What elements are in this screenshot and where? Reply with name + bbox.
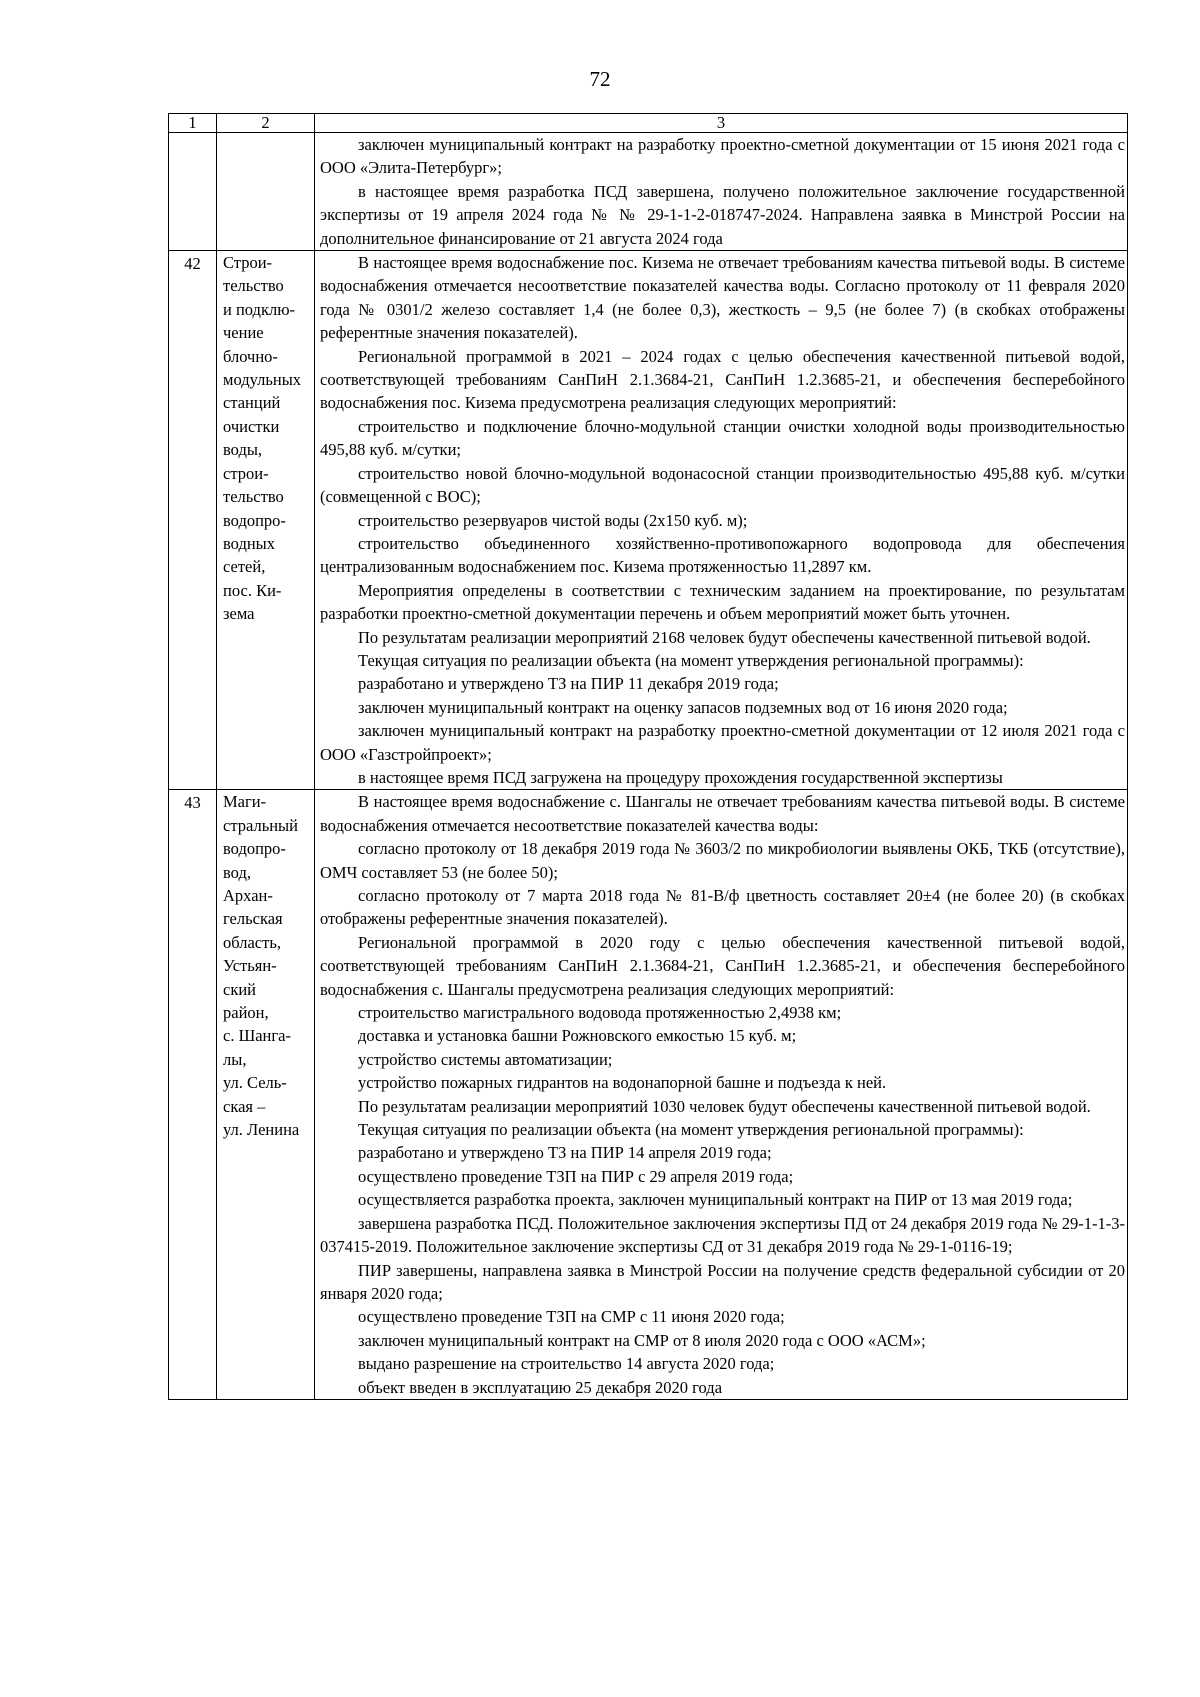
description-cell — [315, 251, 1128, 790]
object-name-line: лы, — [223, 1049, 247, 1069]
description-paragraph: В настоящее время водоснабжение пос. Кизема не отвечает требованиям качества питьевой воды. В системе водоснабжения отмечается несоответствие показателей качества воды. Согласно протоколу от 11 февраля 2020 года № 0301/2 железо составляет 1,4 (не более 0,3), жесткость – 9,5 (не более 7) (в скобках отображены референтные значения показателей). — [320, 253, 1125, 343]
description-paragraph: осуществлено проведение ТЗП на ПИР с 29 апреля 2019 года; — [358, 1166, 794, 1186]
description-paragraph: осуществляется разработка проекта, заключен муниципальный контракт на ПИР от 13 мая 2019 года; — [358, 1190, 1073, 1210]
object-name-line: Маги- — [223, 792, 267, 812]
description-paragraph: Мероприятия определены в соответствии с техническим заданием на проектирование, по результатам разработки проектно-сметной документации перечень и объем мероприятий может быть уточнен. — [320, 580, 1125, 624]
description-paragraph: в настоящее время разработка ПСД завершена, получено положительное заключение государственной экспертизы от 19 апреля 2024 года № № 29-1-1-2-018747-2024. Направлена заявка в Минстрой России на дополнительное финансирование от 21 августа 2024 года — [320, 181, 1125, 248]
description-paragraph: заключен муниципальный контракт на СМР от 8 июля 2020 года с ООО «АСМ»; — [358, 1330, 926, 1350]
object-name-line: с. Шанга- — [223, 1026, 291, 1046]
description-paragraph: заключен муниципальный контракт на оценку запасов подземных вод от 16 июня 2020 года; — [358, 697, 1008, 717]
description-paragraph: По результатам реализации мероприятий 1030 человек будут обеспечены качественной питьевой водой. — [358, 1096, 1091, 1116]
object-name-line: район, — [223, 1003, 269, 1023]
description-paragraph: осуществлено проведение ТЗП на СМР с 11 июня 2020 года; — [358, 1307, 785, 1327]
object-name-line: ул. Сель- — [223, 1073, 287, 1093]
object-name-line: и подклю- — [223, 299, 296, 319]
description-paragraph: строительство новой блочно-модульной водонасосной станции производительностью 495,88 куб. м/сутки (совмещенной с ВОС); — [320, 463, 1125, 507]
description-paragraph: В настоящее время водоснабжение с. Шангалы не отвечает требованиям качества питьевой воды. В системе водоснабжения отмечается несоответствие показателей качества воды: — [320, 792, 1125, 835]
description-paragraph: в настоящее время ПСД загружена на процедуру прохождения государственной экспертизы — [358, 767, 1003, 787]
description-paragraph: строительство объединенного хозяйственно-противопожарного водопровода для обеспечения централизованным водоснабжением пос. Кизема протяженностью 11,2897 км. — [320, 533, 1125, 577]
object-name-line: вод, — [223, 862, 251, 882]
description-paragraph: Текущая ситуация по реализации объекта (на момент утверждения региональной программы): — [358, 1120, 1024, 1140]
description-paragraph: заключен муниципальный контракт на разработку проектно-сметной документации от 12 июля 2021 года с ООО «Газстройпроект»; — [320, 721, 1125, 764]
description-paragraph: завершена разработка ПСД. Положительное заключения экспертизы ПД от 24 декабря 2019 года № 29-1-1-3-037415-2019. Положительное заключение экспертизы СД от 31 декабря 2019 года № 29-1-0116-19; — [320, 1213, 1125, 1257]
object-name-line: гельская — [223, 909, 283, 929]
description-paragraph: По результатам реализации мероприятий 2168 человек будут обеспечены качественной питьевой водой. — [358, 627, 1091, 647]
object-name-line: воды, — [223, 440, 263, 460]
object-name-line: зема — [223, 604, 255, 624]
object-name-line: сетей, — [223, 557, 266, 577]
description-paragraph: устройство пожарных гидрантов на водонапорной башне и подъезда к ней. — [358, 1073, 887, 1093]
description-paragraph: Региональной программой в 2020 году с целью обеспечения качественной питьевой водой, соответствующей требованиям СанПиН 2.1.3684-21, СанПиН 1.2.3685-21, и обеспечения бесперебойного водоснабжения с. Шангалы предусмотрена реализация следующих мероприятий: — [320, 932, 1125, 999]
object-name-line: станций — [223, 393, 281, 413]
object-name-line: водопро- — [223, 510, 286, 530]
object-name-line: тельство — [223, 276, 284, 296]
object-name-line: ский — [223, 979, 256, 999]
object-name-line: чение — [223, 323, 264, 343]
row-number: 42 — [169, 251, 217, 790]
row-number — [169, 133, 217, 251]
header-col-2: 2 — [217, 114, 315, 133]
object-name-line: модульных — [223, 370, 302, 390]
table-row — [169, 790, 1128, 1400]
object-name-line: Архан- — [223, 886, 273, 905]
object-name-line: тельство — [223, 487, 284, 507]
description-paragraph: строительство резервуаров чистой воды (2х150 куб. м); — [358, 510, 748, 530]
object-name-line: область, — [223, 932, 281, 952]
table-row — [169, 251, 1128, 790]
description-cell — [315, 133, 1128, 251]
object-name-line: стральный — [223, 815, 298, 835]
page-number: 72 — [589, 67, 611, 91]
description-paragraph: выдано разрешение на строительство 14 августа 2020 года; — [358, 1354, 775, 1374]
description-paragraph: согласно протоколу от 7 марта 2018 года № 81-В/ф цветность составляет 20±4 (не более 20) (в скобках отображены референтные значения показателей). — [320, 886, 1125, 929]
description-paragraph: Текущая ситуация по реализации объекта (на момент утверждения региональной программы): — [358, 650, 1024, 670]
object-name-line: строи- — [223, 463, 269, 483]
object-name-line: ул. Ленина — [223, 1120, 300, 1140]
object-name-line: водопро- — [223, 839, 286, 859]
description-paragraph: устройство системы автоматизации; — [358, 1049, 613, 1069]
table-header-row — [169, 114, 1128, 133]
object-name-line: водных — [223, 533, 276, 553]
object-name-line: очистки — [223, 416, 280, 436]
row-number: 43 — [169, 790, 217, 1400]
table-row — [169, 133, 1128, 251]
description-paragraph: ПИР завершены, направлена заявка в Минстрой России на получение средств федеральной субсидии от 20 января 2020 года; — [320, 1260, 1125, 1303]
object-name-line: Устьян- — [223, 956, 277, 976]
description-paragraph: доставка и установка башни Рожновского емкостью 15 куб. м; — [358, 1026, 797, 1046]
object-name-line: блочно- — [223, 346, 278, 366]
description-paragraph: заключен муниципальный контракт на разработку проектно-сметной документации от 15 июня 2021 года с ООО «Элита-Петербург»; — [320, 135, 1125, 178]
description-paragraph: разработано и утверждено ТЗ на ПИР 14 апреля 2019 года; — [358, 1143, 772, 1163]
description-paragraph: строительство и подключение блочно-модульной станции очистки холодной воды производительностью 495,88 куб. м/сутки; — [320, 416, 1125, 460]
header-col-1: 1 — [169, 114, 217, 133]
description-paragraph: согласно протоколу от 18 декабря 2019 года № 3603/2 по микробиологии выявлены ОКБ, ТКБ (отсутствие), ОМЧ составляет 53 (не более 50); — [320, 839, 1125, 882]
description-cell — [315, 790, 1128, 1400]
object-name-line: ская – — [223, 1096, 266, 1116]
description-paragraph: объект введен в эксплуатацию 25 декабря 2020 года — [358, 1377, 723, 1397]
description-paragraph: разработано и утверждено ТЗ на ПИР 11 декабря 2019 года; — [358, 674, 779, 694]
data-table — [168, 113, 1128, 1400]
header-col-3: 3 — [315, 114, 1128, 133]
object-name-line: Строи- — [223, 253, 273, 273]
object-name-line: пос. Ки- — [223, 580, 282, 600]
object-name-cell — [217, 133, 315, 251]
description-paragraph: Региональной программой в 2021 – 2024 годах с целью обеспечения качественной питьевой водой, соответствующей требованиям СанПиН 2.1.3684-21, СанПиН 1.2.3685-21, и обеспечения бесперебойного водоснабжения пос. Кизема предусмотрена реализация следующих мероприятий: — [320, 346, 1125, 413]
description-paragraph: строительство магистрального водовода протяженностью 2,4938 км; — [358, 1003, 842, 1023]
object-name-cell — [217, 251, 315, 790]
object-name-cell — [217, 790, 315, 1400]
